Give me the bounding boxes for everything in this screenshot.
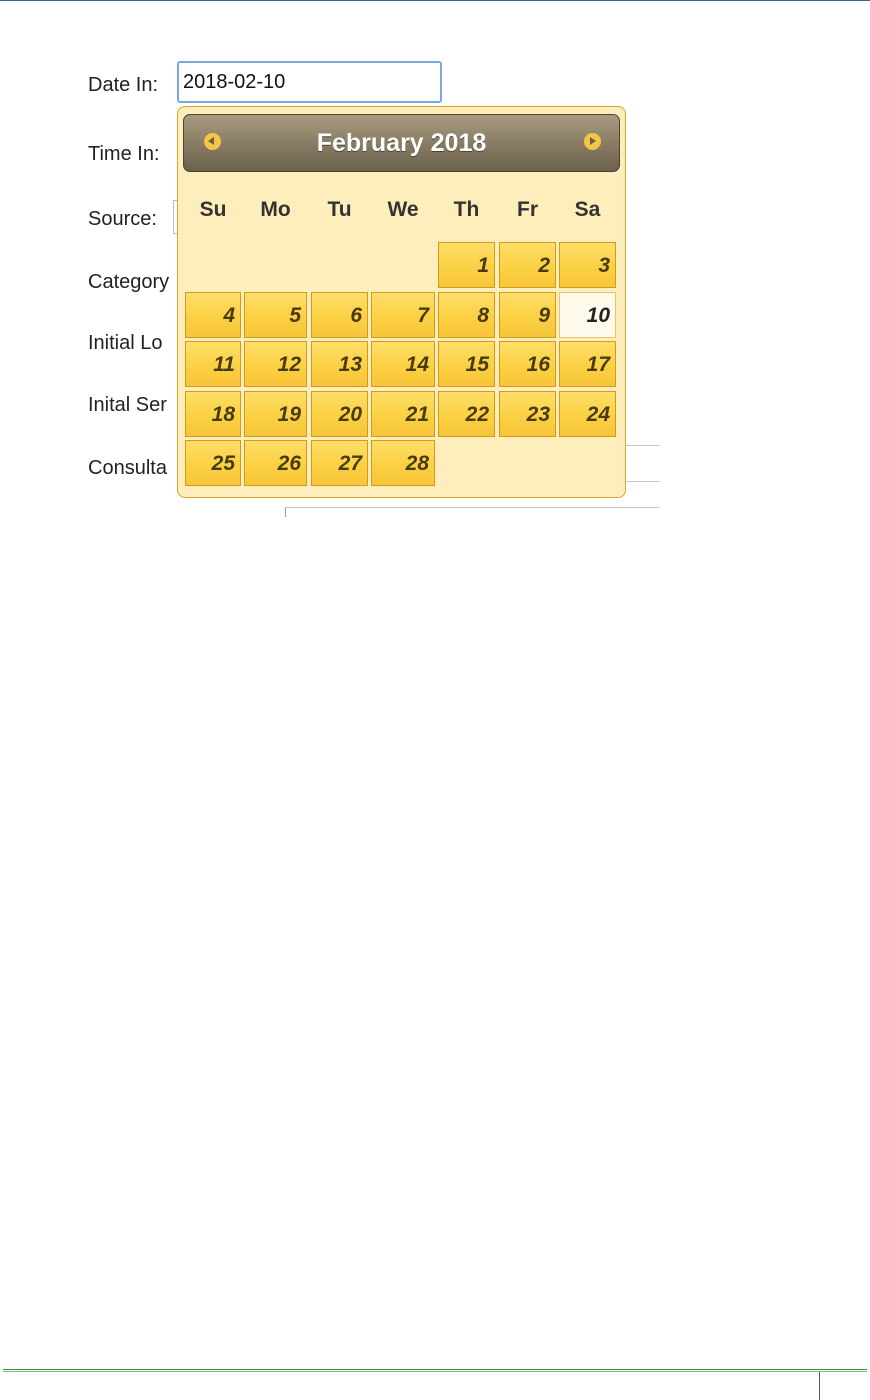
weekday-1: Mo: [260, 198, 291, 221]
initial-lo-label: Initial Lo: [88, 332, 163, 354]
next-month-icon[interactable]: [584, 133, 601, 150]
day-cell[interactable]: 19: [244, 391, 307, 437]
day-cell[interactable]: 3: [559, 242, 616, 288]
day-cell[interactable]: 24: [559, 391, 616, 437]
date-in-input[interactable]: [177, 61, 442, 103]
consultant-field-top-edge: [626, 445, 660, 446]
datepicker-title: February 2018: [316, 129, 487, 157]
footer-rule: [3, 1369, 867, 1370]
day-cell[interactable]: 17: [559, 341, 616, 387]
day-cell[interactable]: 27: [311, 440, 368, 486]
day-cell[interactable]: 6: [311, 292, 368, 338]
weekday-0: Su: [199, 198, 227, 221]
day-cell[interactable]: 7: [371, 292, 435, 338]
day-cell[interactable]: 20: [311, 391, 368, 437]
day-cell[interactable]: 8: [438, 292, 495, 338]
day-cell[interactable]: 16: [499, 341, 556, 387]
day-cell[interactable]: 22: [438, 391, 495, 437]
notes-field-top-edge[interactable]: [285, 507, 660, 508]
day-cell[interactable]: 23: [499, 391, 556, 437]
day-cell-selected[interactable]: 10: [559, 292, 616, 338]
consultant-field-bottom-edge: [626, 481, 660, 482]
weekday-2: Tu: [327, 198, 352, 221]
time-in-label: Time In:: [88, 143, 160, 165]
consulta-label: Consulta: [88, 457, 167, 479]
day-cell[interactable]: 12: [244, 341, 307, 387]
day-cell[interactable]: 15: [438, 341, 495, 387]
page-corner-mark: [819, 1372, 820, 1400]
datepicker: [177, 106, 626, 498]
day-cell[interactable]: 21: [371, 391, 435, 437]
notes-field-left-edge: [285, 507, 286, 517]
inital-ser-label: Inital Ser: [88, 394, 167, 416]
day-cell[interactable]: 2: [499, 242, 556, 288]
date-in-label: Date In:: [88, 74, 159, 96]
day-cell[interactable]: 5: [244, 292, 307, 338]
day-cell[interactable]: 13: [311, 341, 368, 387]
day-cell[interactable]: 14: [371, 341, 435, 387]
day-cell[interactable]: 9: [499, 292, 556, 338]
source-label: Source:: [88, 208, 157, 230]
day-cell[interactable]: 1: [438, 242, 495, 288]
day-cell[interactable]: 25: [185, 440, 241, 486]
datepicker-header: [183, 114, 620, 172]
top-rule: [0, 0, 870, 1]
day-cell[interactable]: 18: [185, 391, 241, 437]
category-label: Category: [88, 271, 170, 293]
weekday-3: We: [387, 198, 419, 221]
weekday-5: Fr: [517, 198, 538, 221]
footer-rule-accent: [3, 1371, 867, 1372]
day-cell[interactable]: 26: [244, 440, 307, 486]
weekday-4: Th: [453, 198, 480, 221]
day-cell[interactable]: 28: [371, 440, 435, 486]
day-cell[interactable]: 11: [185, 341, 241, 387]
weekday-6: Sa: [574, 198, 601, 221]
day-cell[interactable]: 4: [185, 292, 241, 338]
